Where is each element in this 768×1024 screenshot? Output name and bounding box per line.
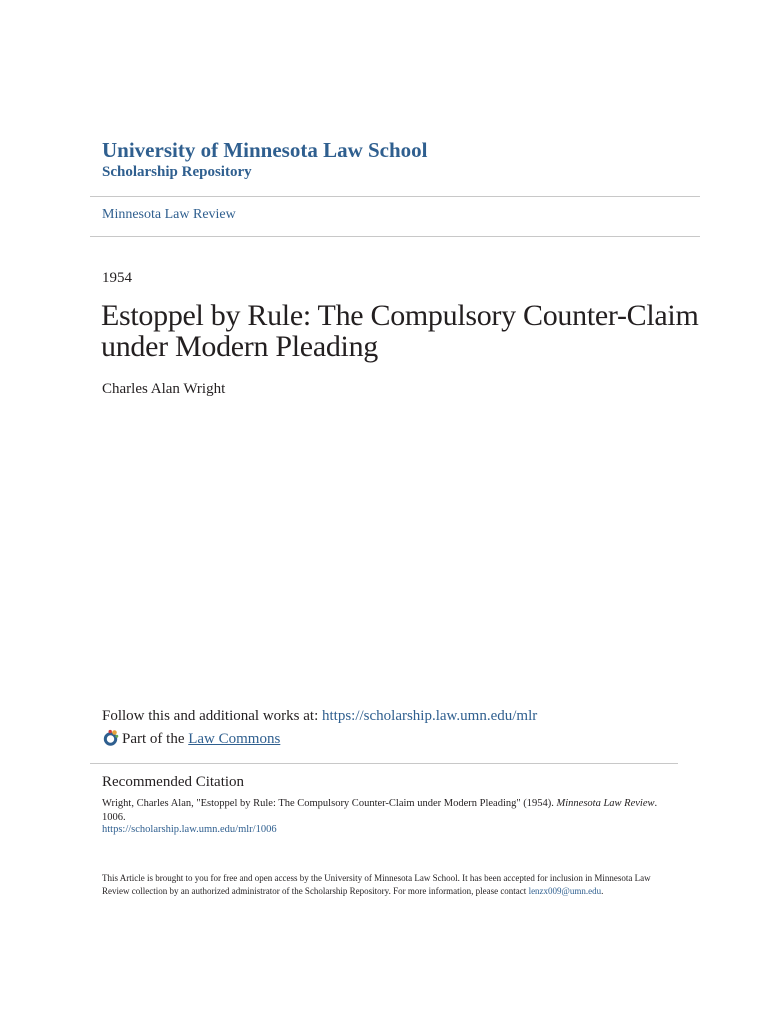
article-author: Charles Alan Wright <box>102 381 226 397</box>
access-notice <box>102 872 672 898</box>
article-title: Estoppel by Rule: The Compulsory Counter-Claim under Modern Pleading <box>101 299 699 363</box>
notice-end: . <box>601 886 604 896</box>
institution-name[interactable]: University of Minnesota Law School <box>102 138 428 162</box>
citation-body: Wright, Charles Alan, "Estoppel by Rule: The Compulsory Counter-Claim under Modern Pleading" (1954). <box>102 798 554 809</box>
citation-journal: Minnesota Law Review <box>556 798 655 809</box>
follow-line <box>102 708 537 725</box>
publication-year: 1954 <box>102 270 132 286</box>
divider-middle <box>90 236 700 237</box>
divider-top <box>90 196 700 197</box>
follow-prefix: Follow this and additional works at: <box>102 708 322 724</box>
citation-suffix: . 1006. <box>102 798 658 823</box>
divider-bottom <box>90 763 678 764</box>
citation-heading: Recommended Citation <box>102 774 245 790</box>
follow-url-link[interactable]: https://scholarship.law.umn.edu/mlr <box>321 708 538 724</box>
part-of-prefix: Part of the <box>122 731 185 747</box>
citation-url-link[interactable]: https://scholarship.law.umn.edu/mlr/1006 <box>102 824 277 835</box>
repository-subtitle[interactable]: Scholarship Repository <box>102 164 252 180</box>
citation-text <box>102 797 662 825</box>
contact-email-link[interactable]: lenzx009@umn.edu <box>528 886 602 896</box>
journal-link[interactable]: Minnesota Law Review <box>102 207 236 222</box>
bepress-commons-icon <box>102 729 119 746</box>
law-commons-link[interactable]: Law Commons <box>188 731 281 747</box>
part-of-line <box>102 731 280 748</box>
notice-text: This Article is brought to you for free and open access by the University of Minnesota Law School. It has been accepted for inclusion in Minnesota Law Review collection by an authorized administrator of the Scholarship Repository. For more information, please contact <box>102 873 651 896</box>
